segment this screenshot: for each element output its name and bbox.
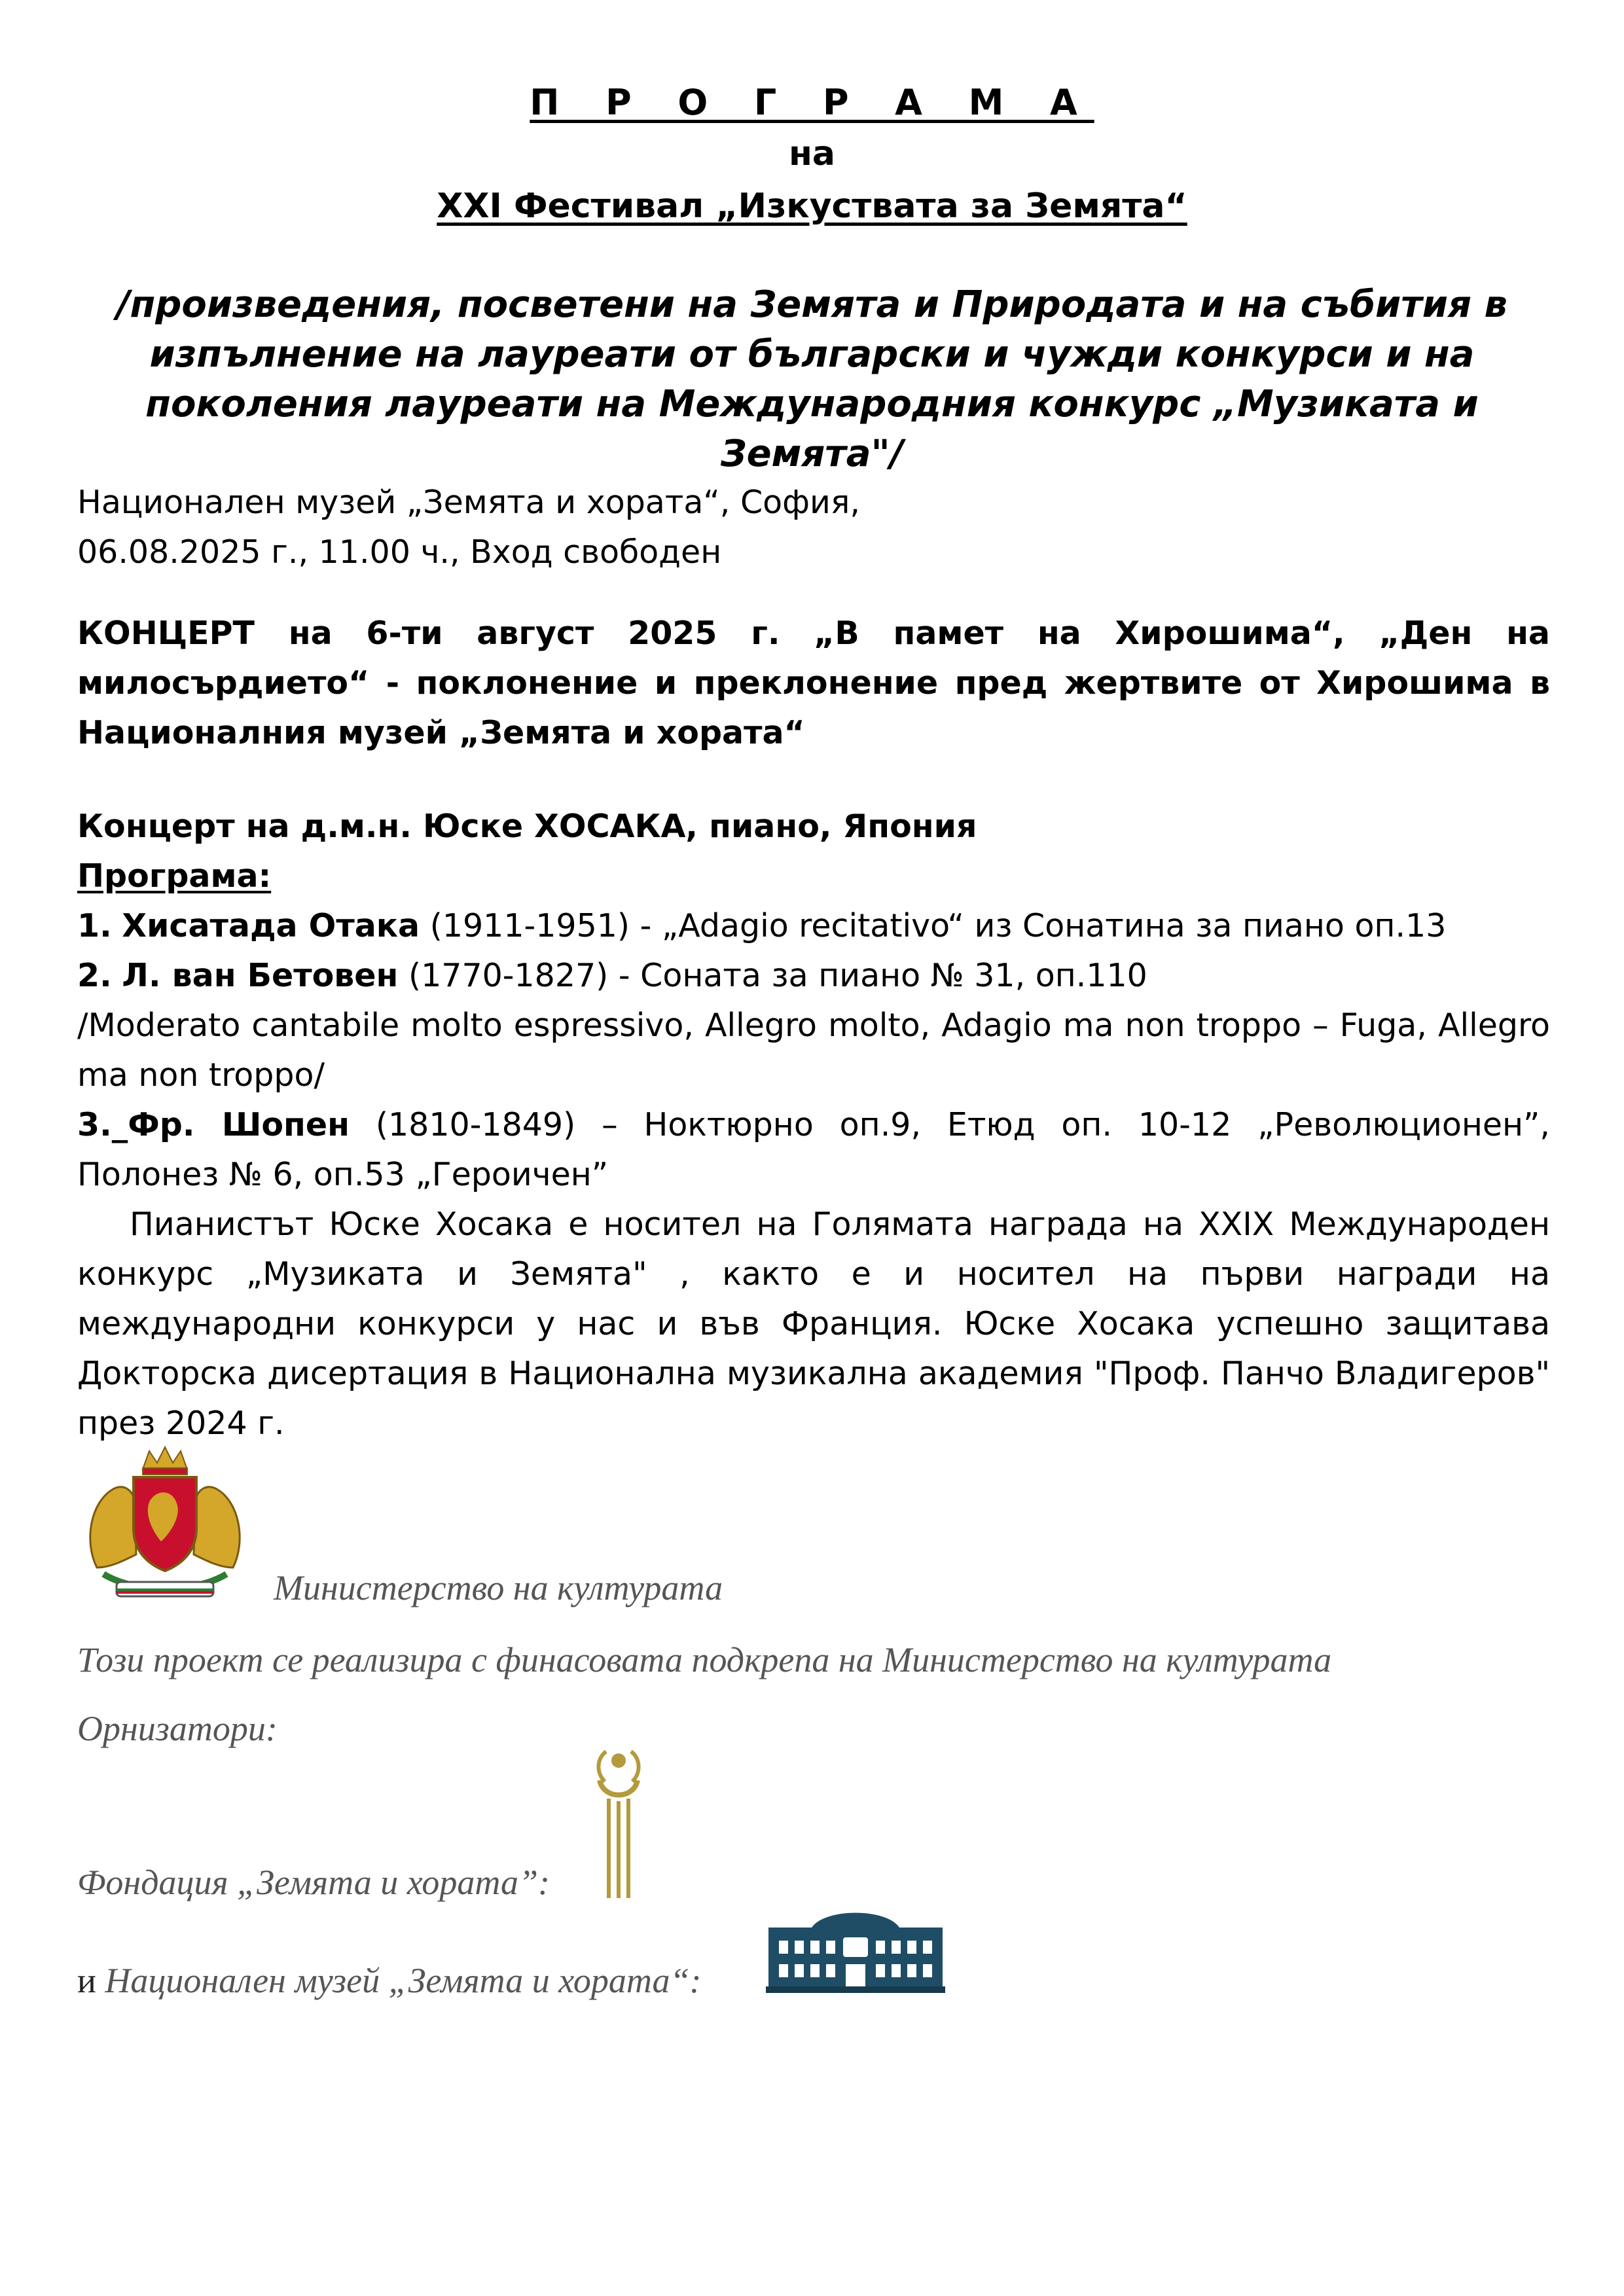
bulgarian-coat-of-arms-icon <box>77 1443 253 1605</box>
venue-line-1: Национален музей „Земята и хората“, София, <box>77 484 860 521</box>
program-item-composer: _Фр. Шопен <box>111 1106 350 1143</box>
foundation-label: Фондация „Земята и хората”: <box>77 1863 550 1902</box>
program-item-number: 2. <box>77 957 112 994</box>
program-item <box>77 1100 1550 1200</box>
title-conjunction: на <box>788 134 836 173</box>
program-item-number: 3. <box>77 1106 112 1143</box>
program-label: Програма: <box>77 857 272 895</box>
museum-building-icon <box>766 1901 945 1993</box>
and-conjunction: и <box>77 1961 96 2000</box>
program-block <box>77 802 1550 1448</box>
program-item-details: (1770-1827) - Соната за пиано № 31, оп.110 <box>398 957 1147 994</box>
concert-heading: КОНЦЕРТ на 6-ти август 2025 г. „В памет на Хирошима“, „Ден на милосърдието“ - поклонение и преклонение пред жертвите от Хирошима в Националния музей „Земята и хората“ <box>77 615 1550 751</box>
program-item-number: 1. <box>77 907 112 944</box>
program-item <box>77 951 1550 1001</box>
venue-line-2: 06.08.2025 г., 11.00 ч., Вход свободен <box>77 533 722 571</box>
document-title: П Р О Г Р А М А <box>530 82 1094 123</box>
sonata-movements: /Moderato cantabile molto espressivo, Allegro molto, Adagio ma non troppo – Fuga, Allegro ma non troppo/ <box>77 1007 1550 1094</box>
museum-line <box>77 1960 702 2001</box>
museum-label: Национален музей „Земята и хората“: <box>105 1961 702 2000</box>
ministry-label: Министерство на културата <box>274 1568 723 1607</box>
program-item-details: (1810-1849) – Ноктюрно оп.9, Етюд оп. 10-12 „Революционен”, Полонез № 6, оп.53 „Героичен” <box>77 1106 1551 1193</box>
organizers-label: Орнизатори: <box>77 1709 278 1748</box>
performer-line: Концерт на д.м.н. Юске ХОСАКА, пиано, Япония <box>77 808 977 845</box>
festival-subtitle: /произведения, посветени на Земята и Природата и на събития в изпълнение на лауреати от български и чужди конкурси и на поколения лауреати на Международния конкурс „Музиката и Земята"/ <box>117 283 1507 475</box>
venue-info <box>77 478 1550 577</box>
support-statement: Този проект се реализира с финасовата подкрепа на Министерство на културата <box>77 1640 1332 1679</box>
program-item-composer: Хисатада Отака <box>122 907 420 944</box>
festival-title: XXI Фестивал „Изкуствата за Земята“ <box>437 187 1187 226</box>
performer-bio: Пианистът Юске Хосака е носител на Голямата награда на XXIX Международен конкурс „Музиката и Земята" , както е и носител на първи награди на международни конкурси у нас и във Франция. Юске Хосака успешно защитава Докторска дисертация в Национална музикална академия "Проф. Панчо Владигеров" през 2024 г. <box>77 1206 1550 1442</box>
program-item-details: (1911-1951) - „Adagio recitativo“ из Сонатина за пиано оп.13 <box>420 907 1447 944</box>
foundation-logo-icon <box>590 1746 647 1901</box>
program-item <box>77 901 1550 951</box>
program-item-composer: Л. ван Бетовен <box>122 957 399 994</box>
